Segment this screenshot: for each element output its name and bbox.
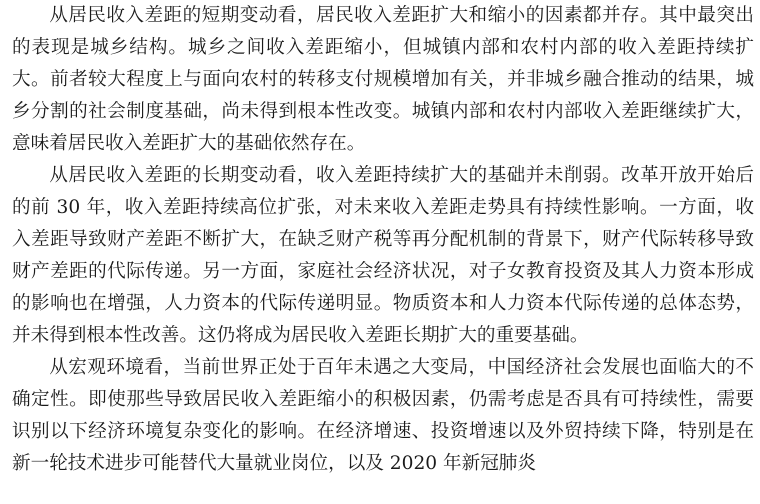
paragraph-macro-environment: 从宏观环境看，当前世界正处于百年未遇之大变局，中国经济社会发展也面临大的不确定性。即使那些导致居民收入差距缩小的积极因素，仍需考虑是否具有可持续性，需要识别以下经济环境复杂变化的影响。在经济增速、投资增速以及外贸持续下降，特别是在新一轮技术进步可能替代大量就业岗位，以及 2020 年新冠肺炎 <box>12 357 754 474</box>
paragraph-long-term-change: 从居民收入差距的长期变动看，收入差距持续扩大的基础并未削弱。改革开放开始后的前 30 年，收入差距持续高位扩张，对未来收入差距走势具有持续性影响。一方面，收入差距导致财产差距不断扩大，在缺乏财产税等再分配机制的背景下，财产代际转移导致财产差距的代际传递。另一方面，家庭社会经济状况，对子女教育投资及其人力资本形成的影响也在增强，人力资本的代际传递明显。物质资本和人力资本代际传递的总体态势，并未得到根本性改善。这仍将成为居民收入差距长期扩大的重要基础。 <box>12 165 754 346</box>
paragraph-short-term-change: 从居民收入差距的短期变动看，居民收入差距扩大和缩小的因素都并存。其中最突出的表现是城乡结构。城乡之间收入差距缩小，但城镇内部和农村内部的收入差距持续扩大。前者较大程度上与面向农村的转移支付规模增加有关，并非城乡融合推动的结果，城乡分割的社会制度基础，尚未得到根本性改变。城镇内部和农村内部收入差距继续扩大，意味着居民收入差距扩大的基础依然存在。 <box>12 5 754 154</box>
